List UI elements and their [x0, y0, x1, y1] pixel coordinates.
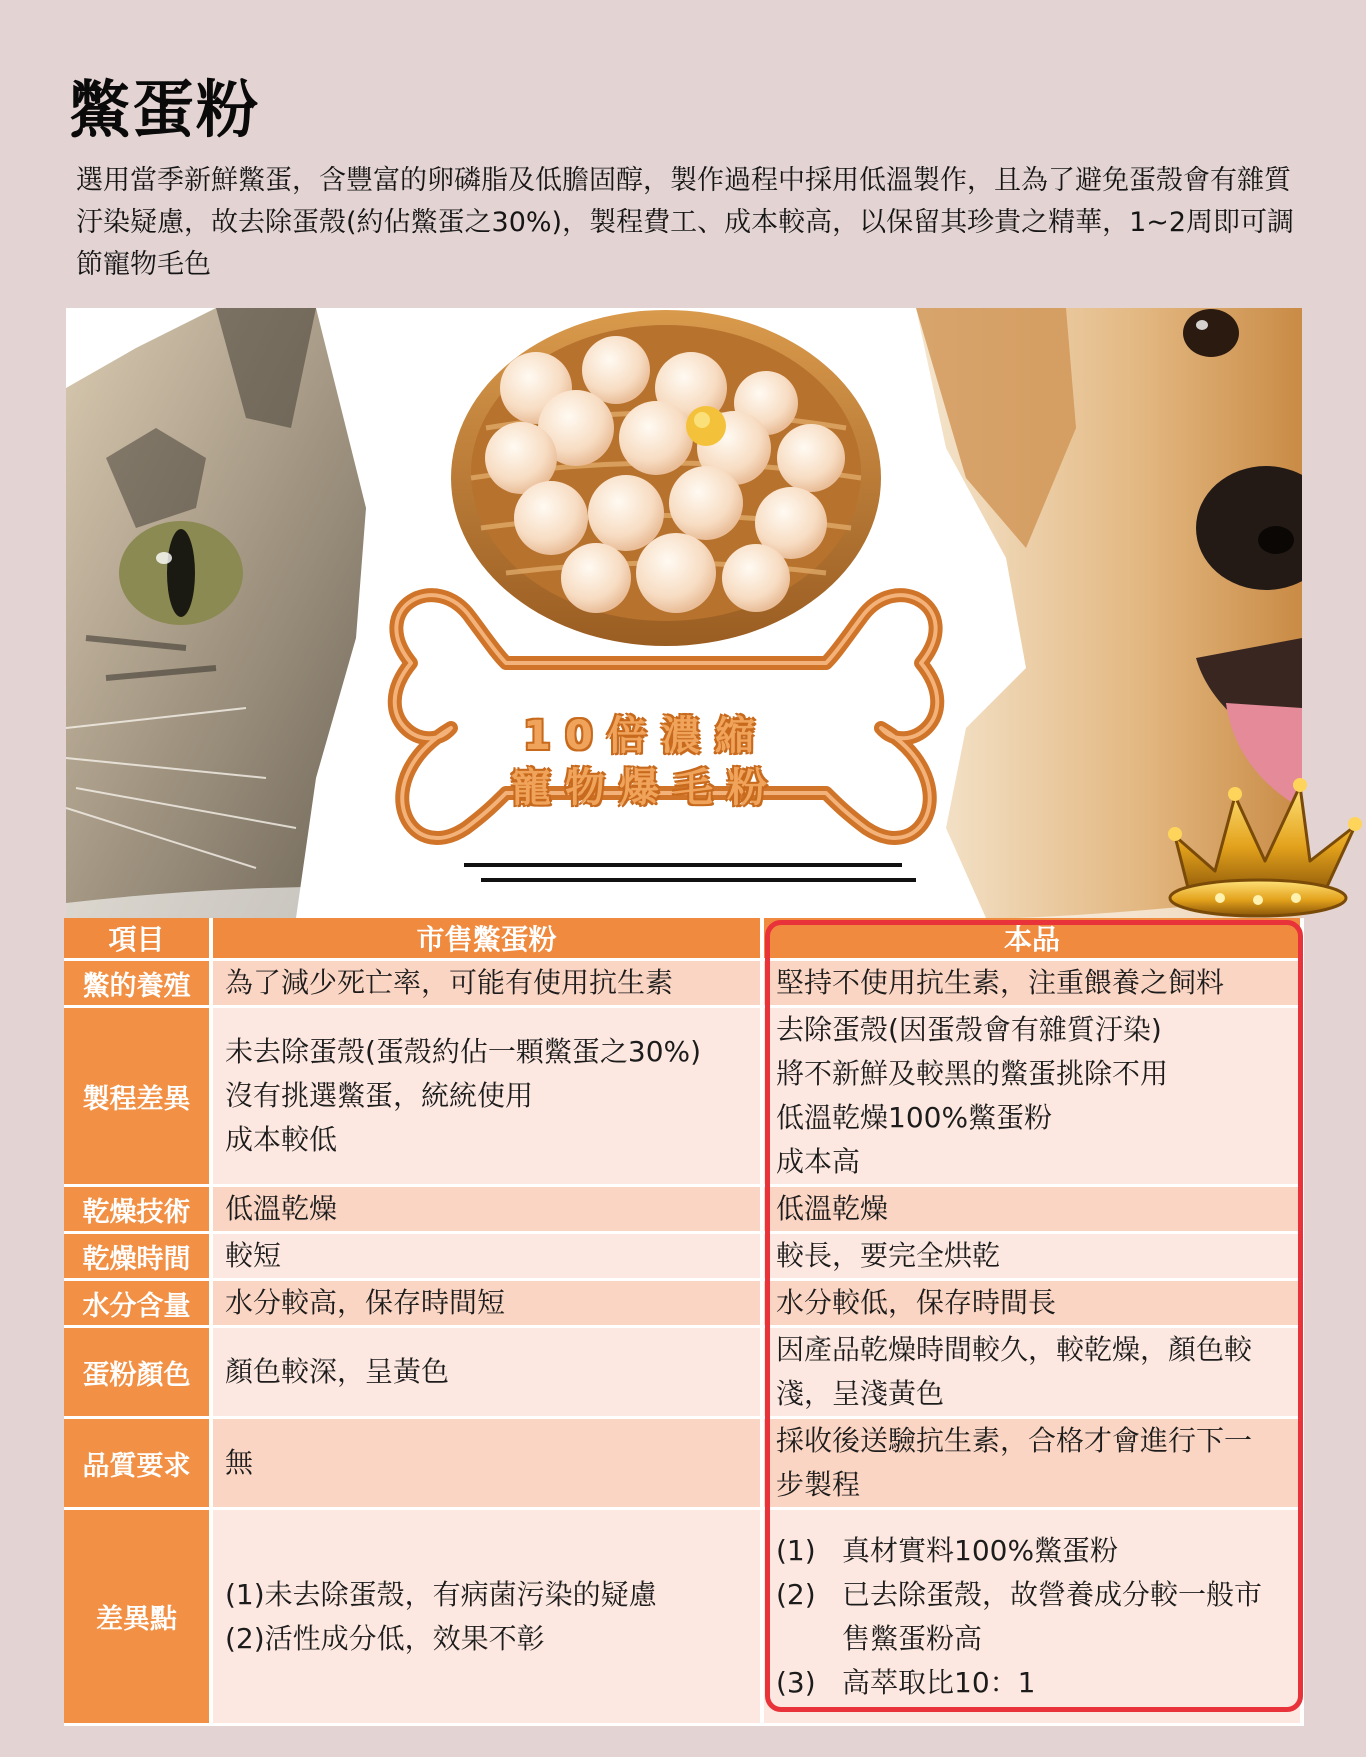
table-row-color [64, 1327, 1302, 1418]
item-text: 高萃取比10：1 [842, 1665, 1036, 1699]
hero-banner [66, 308, 1302, 918]
numbered-item [776, 1661, 1288, 1705]
bone-caption [436, 710, 856, 814]
ours-cell: 較長，要完全烘乾 [762, 1233, 1302, 1280]
text-line: 將不新鮮及較黑的鱉蛋挑除不用 [776, 1057, 1169, 1090]
underline-strokes [464, 863, 916, 882]
market-cell: 無 [211, 1418, 762, 1509]
crown-icon [1160, 776, 1366, 926]
item-number: (1) [776, 1533, 816, 1567]
text-line: 低溫乾燥100%鱉蛋粉 [776, 1101, 1053, 1134]
row-label: 鱉的養殖 [64, 960, 211, 1007]
product-description: 選用當季新鮮鱉蛋，含豐富的卵磷脂及低膽固醇，製作過程中採用低溫製作，且為了避免蛋殼會有雜質汙染疑慮，故去除蛋殼(約佔鱉蛋之30%)，製程費工、成本較高，以保留其珍貴之精華，1~2周即可調節寵物毛色 [76, 165, 1295, 280]
comparison-table [64, 918, 1304, 1726]
text-line: 成本高 [776, 1145, 861, 1178]
market-cell: 低溫乾燥 [211, 1186, 762, 1233]
item-text: 真材實料100%鱉蛋粉 [842, 1533, 1119, 1567]
row-label: 水分含量 [64, 1280, 211, 1327]
table-row-process [64, 1007, 1302, 1186]
header-item: 項目 [64, 918, 211, 960]
ours-cell [762, 1007, 1302, 1186]
text-line: 採收後送驗抗生素，合格才會進行下一 [776, 1424, 1253, 1457]
row-label: 製程差異 [64, 1007, 211, 1186]
ours-cell: 低溫乾燥 [762, 1186, 1302, 1233]
ours-cell [762, 1418, 1302, 1509]
header-ours: 本品 [762, 918, 1302, 960]
header-market: 市售鱉蛋粉 [211, 918, 762, 960]
row-label: 品質要求 [64, 1418, 211, 1509]
hero-illustration [66, 308, 1302, 918]
market-cell [211, 1509, 762, 1725]
page-title: 鱉蛋粉 [68, 73, 261, 146]
table-row-quality [64, 1418, 1302, 1509]
bone-caption-line2: 寵物爆毛粉 [511, 765, 781, 811]
text-line: (1)未去除蛋殼，有病菌污染的疑慮 [225, 1577, 657, 1611]
row-label: 差異點 [64, 1509, 211, 1725]
ours-cell [762, 1509, 1302, 1725]
text-line: 成本較低 [225, 1123, 338, 1156]
text-line: 去除蛋殼(因蛋殼會有雜質汙染) [776, 1013, 1162, 1046]
text-line: 淺，呈淺黃色 [776, 1377, 945, 1410]
cat-photo [66, 308, 366, 918]
ours-cell [762, 1327, 1302, 1418]
item-number: (2) [776, 1577, 816, 1611]
row-label: 乾燥時間 [64, 1233, 211, 1280]
text-line: 沒有挑選鱉蛋，統統使用 [225, 1079, 534, 1112]
text-line: 未去除蛋殼(蛋殼約佔一顆鱉蛋之30%) [225, 1035, 702, 1068]
table-row-breeding [64, 960, 1302, 1007]
table-header-row [64, 918, 1302, 960]
numbered-item [776, 1573, 1288, 1661]
table-row-moisture [64, 1280, 1302, 1327]
row-label: 乾燥技術 [64, 1186, 211, 1233]
market-cell: 顏色較深，呈黃色 [211, 1327, 762, 1418]
text-line: 因產品乾燥時間較久，較乾燥，顏色較 [776, 1333, 1253, 1366]
item-number: (3) [776, 1665, 816, 1699]
bone-caption-line1: 10倍濃縮 [523, 713, 769, 759]
market-cell [211, 1007, 762, 1186]
text-line: (2)活性成分低，效果不彰 [225, 1621, 545, 1655]
table-row-drying-time [64, 1233, 1302, 1280]
market-cell: 水分較高，保存時間短 [211, 1280, 762, 1327]
table-row-difference [64, 1509, 1302, 1725]
numbered-item [776, 1529, 1288, 1573]
item-text: 售鱉蛋粉高 [842, 1621, 983, 1655]
market-cell: 為了減少死亡率，可能有使用抗生素 [211, 960, 762, 1007]
ours-cell: 水分較低，保存時間長 [762, 1280, 1302, 1327]
item-text: 已去除蛋殼，故營養成分較一般市 [842, 1577, 1263, 1611]
market-cell: 較短 [211, 1233, 762, 1280]
text-line: 步製程 [776, 1468, 861, 1501]
ours-cell: 堅持不使用抗生素，注重餵養之飼料 [762, 960, 1302, 1007]
table-row-drying-tech [64, 1186, 1302, 1233]
egg-basket-photo [451, 310, 881, 646]
row-label: 蛋粉顏色 [64, 1327, 211, 1418]
